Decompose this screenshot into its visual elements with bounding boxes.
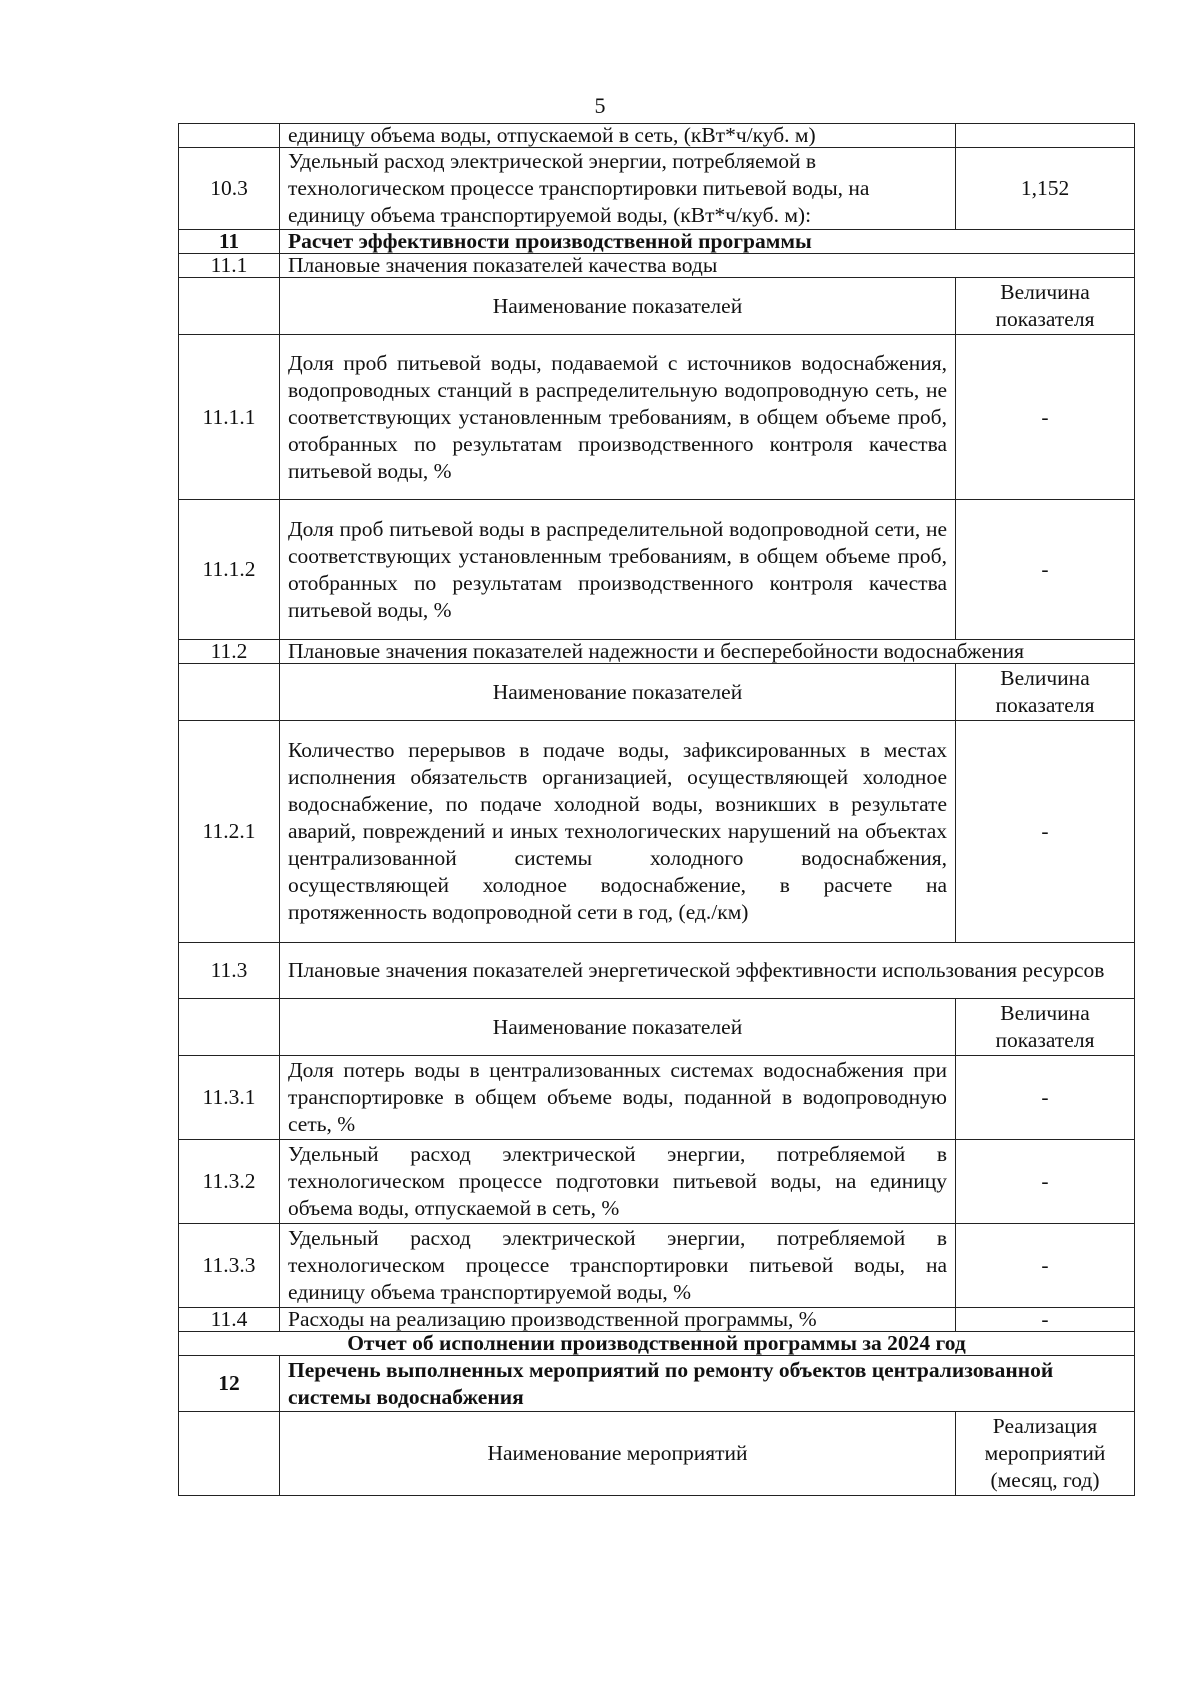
- subsection-title: Плановые значения показателей энергетической эффективности использования ресурсов: [280, 943, 1135, 999]
- name-column-header: Наименование показателей: [280, 664, 956, 721]
- row-text: Удельный расход электрической энергии, потребляемой в технологическом процессе подготовки питьевой воды, на единицу объема воды, отпускаемой в сеть, %: [280, 1140, 956, 1224]
- row-number: 11.2.1: [179, 721, 280, 943]
- subsection-title: Плановые значения показателей надежности и бесперебойности водоснабжения: [280, 640, 1135, 664]
- name-column-header: Наименование показателей: [280, 999, 956, 1056]
- section-number: 11: [179, 230, 280, 254]
- value-column-header: Величина показателя: [956, 664, 1135, 721]
- table-row: [179, 500, 1135, 640]
- row-text: Доля проб питьевой воды, подаваемой с источников водоснабжения, водопроводных станций в распределительную водопроводную сеть, не соответствующих установленным требованиям, в общем объеме проб, отобранных по результатам производственного контроля качества питьевой воды, %: [280, 335, 956, 500]
- row-number: 11.3.1: [179, 1056, 280, 1140]
- report-title: Отчет об исполнении производственной программы за 2024 год: [179, 1332, 1135, 1356]
- empty-cell: [179, 664, 280, 721]
- row-value: -: [956, 721, 1135, 943]
- column-header-row: [179, 999, 1135, 1056]
- row-value: -: [956, 1224, 1135, 1308]
- section-number: 12: [179, 1356, 280, 1412]
- section-row: [179, 230, 1135, 254]
- subsection-number: 11.2: [179, 640, 280, 664]
- name-column-header: Наименование показателей: [280, 278, 956, 335]
- subsection-number: 11.1: [179, 254, 280, 278]
- row-number: 11.4: [179, 1308, 280, 1332]
- subsection-row: [179, 254, 1135, 278]
- row-number: 11.1.2: [179, 500, 280, 640]
- subsection-title: Плановые значения показателей качества воды: [280, 254, 1135, 278]
- row-text: Доля проб питьевой воды в распределительной водопроводной сети, не соответствующих установленным требованиям, в общем объеме проб, отобранных по результатам производственного контроля качества питьевой воды, %: [280, 500, 956, 640]
- row-value: -: [956, 1056, 1135, 1140]
- row-value: 1,152: [956, 148, 1135, 230]
- row-number: 11.1.1: [179, 335, 280, 500]
- name-column-header: Наименование мероприятий: [280, 1412, 956, 1496]
- column-header-row: [179, 278, 1135, 335]
- column-header-row: [179, 664, 1135, 721]
- table-row: [179, 721, 1135, 943]
- subsection-row: [179, 943, 1135, 999]
- empty-cell: [179, 278, 280, 335]
- section-title: Расчет эффективности производственной программы: [280, 230, 1135, 254]
- row-value: [956, 124, 1135, 148]
- table-row: [179, 1140, 1135, 1224]
- row-number: [179, 124, 280, 148]
- row-number: 11.3.2: [179, 1140, 280, 1224]
- value-column-header: Величина показателя: [956, 278, 1135, 335]
- row-text: Количество перерывов в подаче воды, зафиксированных в местах исполнения обязательств организацией, осуществляющей холодное водоснабжение, по подаче холодной воды, возникших в результате аварий, повреждений и иных технологических нарушений на объектах централизованной системы холодного водоснабжения, осуществляющей холодное водоснабжение, в расчете на протяженность водопроводной сети в год, (ед./км): [280, 721, 956, 943]
- value-column-header: Величина показателя: [956, 999, 1135, 1056]
- row-value: -: [956, 335, 1135, 500]
- empty-cell: [179, 1412, 280, 1496]
- row-number: 11.3.3: [179, 1224, 280, 1308]
- row-number: 10.3: [179, 148, 280, 230]
- page-number: 5: [594, 93, 606, 118]
- subsection-row: [179, 640, 1135, 664]
- table-row: [179, 124, 1135, 148]
- row-text: единицу объема воды, отпускаемой в сеть, (кВт*ч/куб. м): [280, 124, 956, 148]
- table-row: [179, 335, 1135, 500]
- value-column-header: Реализация мероприятий (месяц, год): [956, 1412, 1135, 1496]
- row-text: Удельный расход электрической энергии, потребляемой в технологическом процессе транспортировки питьевой воды, на единицу объема транспортируемой воды, (кВт*ч/куб. м):: [280, 148, 956, 230]
- table-row: [179, 1056, 1135, 1140]
- table-row: [179, 1224, 1135, 1308]
- row-value: -: [956, 1140, 1135, 1224]
- table-row: [179, 1308, 1135, 1332]
- row-value: -: [956, 500, 1135, 640]
- section-row: [179, 1356, 1135, 1412]
- report-title-row: [179, 1332, 1135, 1356]
- table-row: [179, 148, 1135, 230]
- column-header-row: [179, 1412, 1135, 1496]
- row-text: Доля потерь воды в централизованных системах водоснабжения при транспортировке в общем объеме воды, поданной в водопроводную сеть, %: [280, 1056, 956, 1140]
- row-text: Расходы на реализацию производственной программы, %: [280, 1308, 956, 1332]
- empty-cell: [179, 999, 280, 1056]
- row-text: Удельный расход электрической энергии, потребляемой в технологическом процессе транспортировки питьевой воды, на единицу объема транспортируемой воды, %: [280, 1224, 956, 1308]
- subsection-number: 11.3: [179, 943, 280, 999]
- section-title: Перечень выполненных мероприятий по ремонту объектов централизованной системы водоснабжения: [280, 1356, 1135, 1412]
- indicators-table: [178, 123, 1135, 1496]
- row-value: -: [956, 1308, 1135, 1332]
